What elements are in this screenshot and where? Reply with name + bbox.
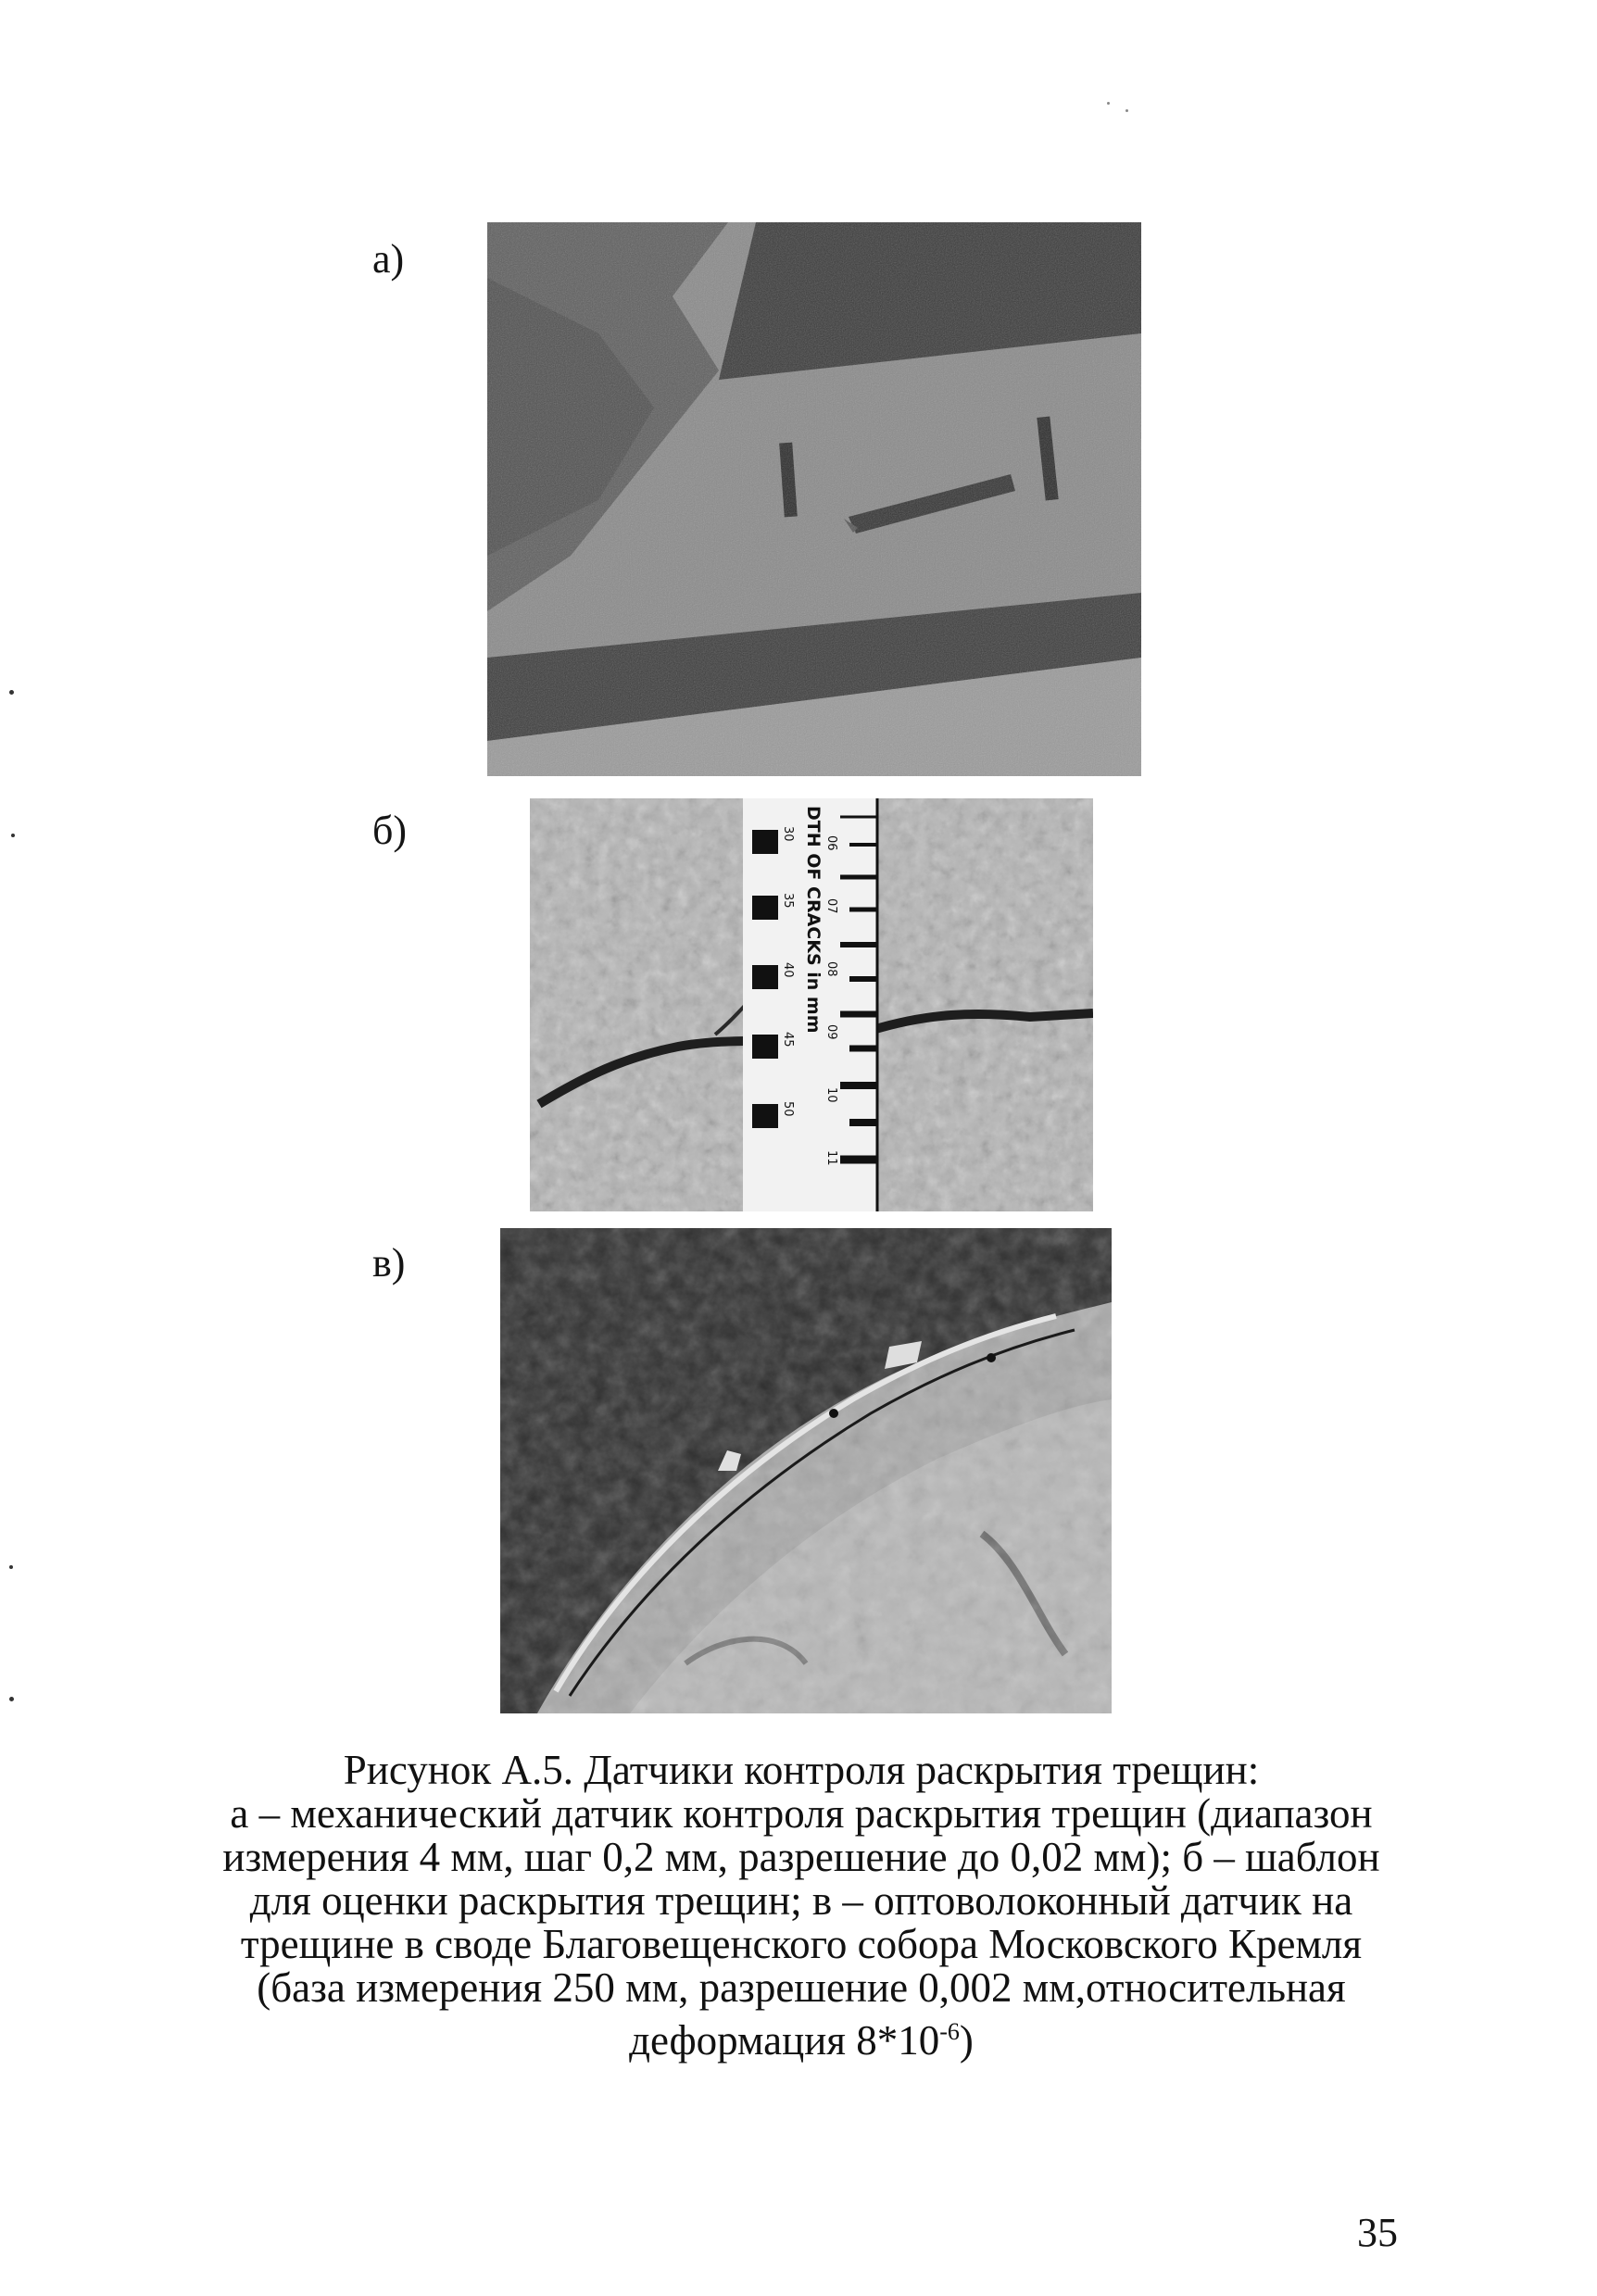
gauge-title: DTH OF CRACKS in mm bbox=[803, 806, 824, 1034]
caption-line: измерения 4 мм, шаг 0,2 мм, разрешение до 0,02 мм); б – шаблон bbox=[222, 1834, 1380, 1880]
figure-caption bbox=[139, 1749, 1464, 2063]
gauge-number: 40 bbox=[781, 962, 795, 978]
photo-mechanical-crack-sensor bbox=[487, 222, 1141, 776]
caption-title: Рисунок А.5. Датчики контроля раскрытия трещин: bbox=[343, 1747, 1260, 1793]
gauge-number: 35 bbox=[781, 893, 795, 909]
scan-speck bbox=[11, 834, 15, 837]
panel-label-b: б) bbox=[372, 808, 408, 853]
caption-line-last bbox=[139, 2010, 1464, 2063]
caption-line-close: ) bbox=[959, 2017, 974, 2064]
caption-line-text: деформация 8*10 bbox=[629, 2017, 940, 2064]
scan-speck bbox=[1107, 102, 1110, 105]
caption-line: а – механический датчик контроля раскрытия трещин (диапазон bbox=[230, 1790, 1373, 1837]
scan-speck bbox=[1125, 109, 1128, 112]
photo-crack-width-gauge bbox=[530, 798, 1093, 1211]
panel-label-a: а) bbox=[372, 236, 405, 282]
gauge-width: 10 bbox=[824, 1087, 838, 1103]
scan-speck bbox=[9, 690, 14, 695]
caption-line: трещине в своде Благовещенского собора Московского Кремля bbox=[240, 1921, 1363, 1967]
gauge-number: 30 bbox=[781, 826, 795, 842]
scan-speck bbox=[9, 1565, 13, 1569]
gauge-number: 45 bbox=[781, 1032, 795, 1048]
gauge-width: 11 bbox=[824, 1150, 838, 1166]
photo-a-image bbox=[487, 222, 1141, 776]
page-number: 35 bbox=[1357, 2210, 1398, 2255]
gauge-width: 09 bbox=[824, 1024, 838, 1040]
scan-speck bbox=[9, 1697, 14, 1701]
gauge-width: 08 bbox=[824, 961, 838, 977]
photo-c-image bbox=[500, 1228, 1112, 1713]
gauge-width: 07 bbox=[824, 898, 838, 914]
photo-fiber-optic-sensor bbox=[500, 1228, 1112, 1713]
gauge-number: 50 bbox=[781, 1101, 795, 1117]
photo-b-image bbox=[530, 798, 1093, 1211]
caption-exponent: -6 bbox=[939, 2018, 960, 2045]
panel-label-c: в) bbox=[372, 1240, 406, 1286]
caption-line: (база измерения 250 мм, разрешение 0,002 мм,относительная bbox=[257, 1964, 1346, 2011]
gauge-width: 06 bbox=[824, 835, 838, 851]
caption-line: для оценки раскрытия трещин; в – оптоволоконный датчик на bbox=[249, 1877, 1353, 1924]
